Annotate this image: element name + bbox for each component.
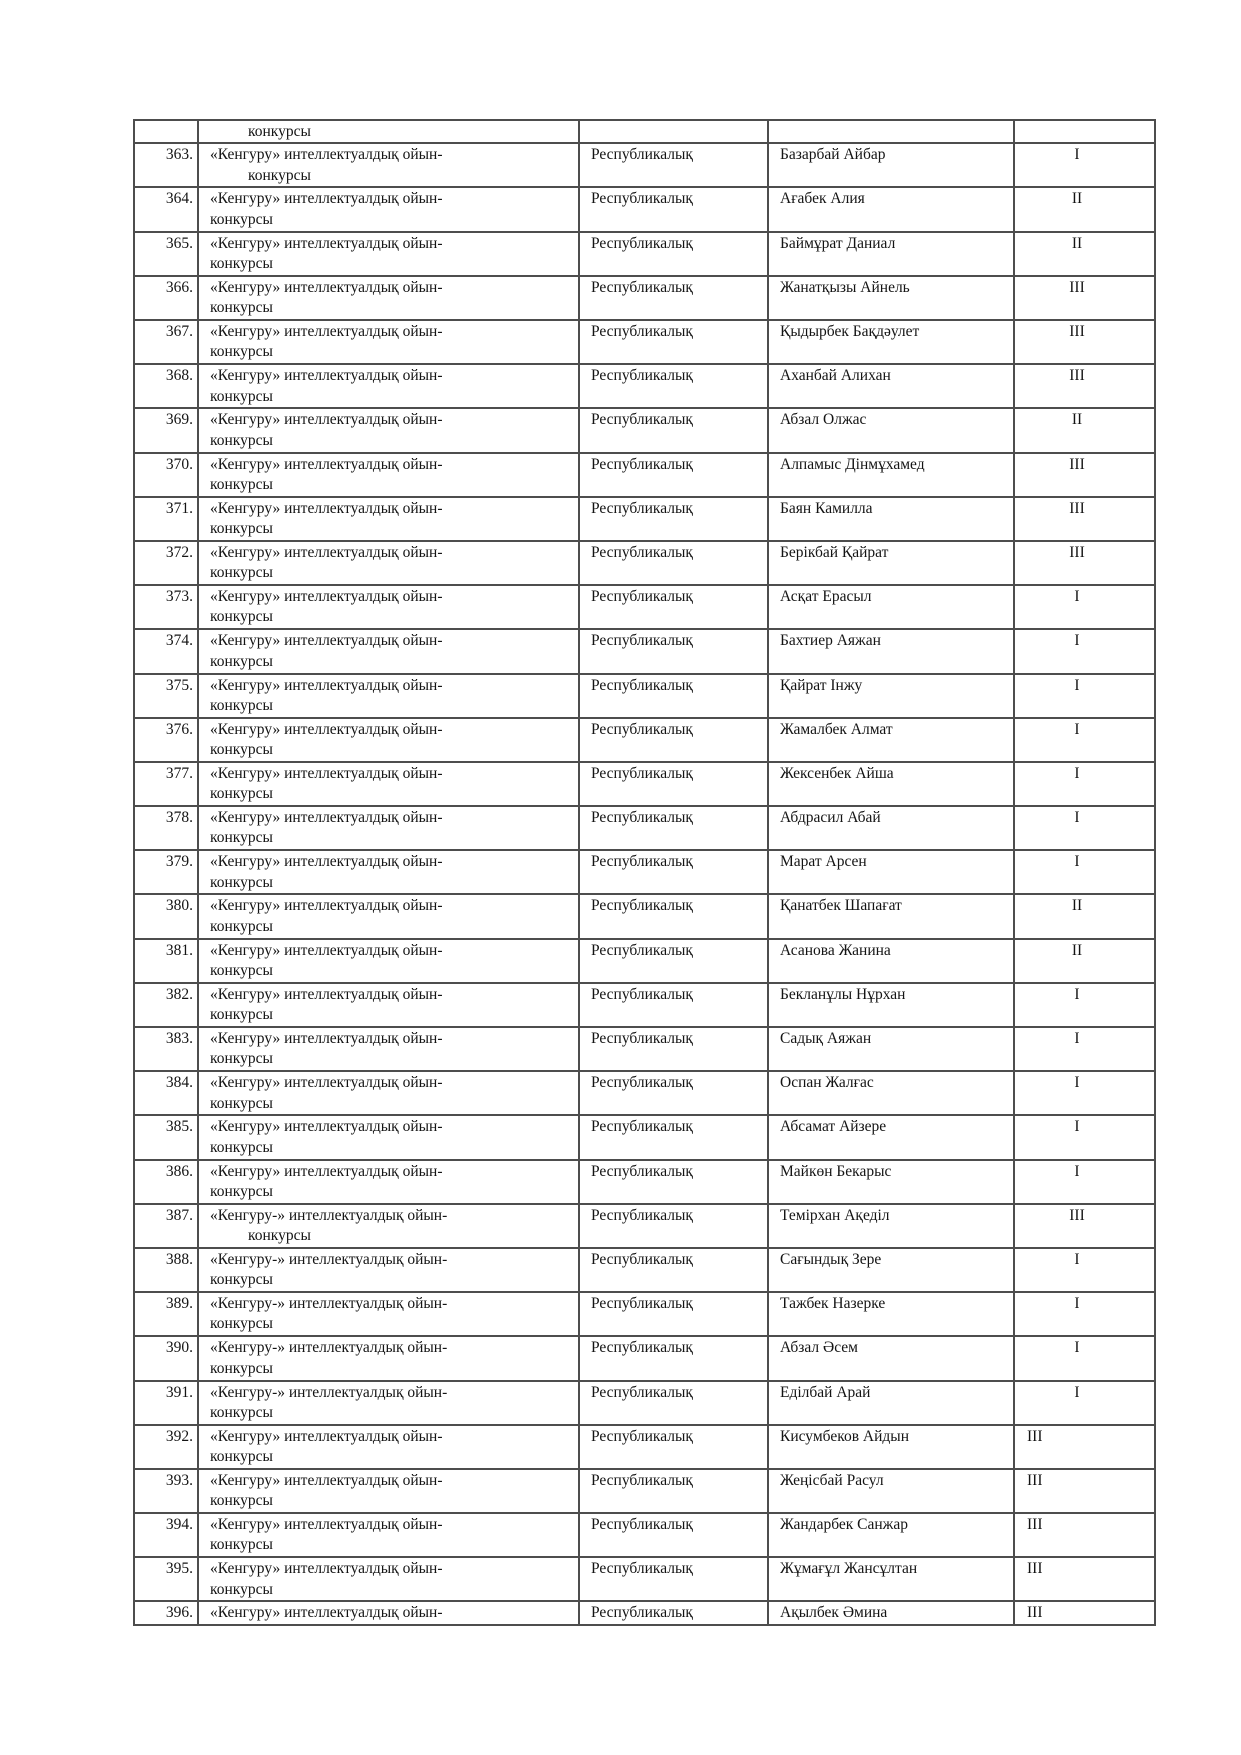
competition-cell <box>198 143 579 187</box>
competition-cell <box>198 1425 579 1469</box>
place-cell: III <box>1014 1204 1155 1248</box>
name-cell: Қыдырбек Бақдәулет <box>768 320 1014 364</box>
row-number-cell: 376. <box>134 718 198 762</box>
row-number-cell: 365. <box>134 232 198 276</box>
competition-line: конкурсы <box>210 387 273 405</box>
row-number-cell: 377. <box>134 762 198 806</box>
table-row <box>134 276 1155 320</box>
name-cell: Баймұрат Даниал <box>768 232 1014 276</box>
table-row <box>134 718 1155 762</box>
competition-cell <box>198 939 579 983</box>
competition-cell <box>198 120 579 143</box>
row-number-cell: 371. <box>134 497 198 541</box>
level-cell: Республикалық <box>579 320 768 364</box>
competition-cell <box>198 453 579 497</box>
row-number-cell: 384. <box>134 1071 198 1115</box>
place-cell: III <box>1014 1469 1155 1513</box>
competition-line: «Кенгуру» интеллектуалдық ойын- <box>210 897 443 915</box>
awards-table <box>133 119 1156 1626</box>
row-number-cell: 388. <box>134 1248 198 1292</box>
level-cell: Республикалық <box>579 1425 768 1469</box>
competition-line: конкурсы <box>210 1006 273 1024</box>
competition-line: конкурсы <box>210 1448 273 1466</box>
name-cell: Абзал Олжас <box>768 408 1014 452</box>
competition-line: «Кенгуру» интеллектуалдық ойын- <box>210 764 443 782</box>
table-row <box>134 497 1155 541</box>
place-cell: III <box>1014 1425 1155 1469</box>
level-cell: Республикалық <box>579 1160 768 1204</box>
level-cell: Республикалық <box>579 1601 768 1624</box>
competition-line: конкурсы <box>210 917 273 935</box>
place-cell: I <box>1014 1336 1155 1380</box>
row-number-cell: 379. <box>134 850 198 894</box>
row-number-cell: 393. <box>134 1469 198 1513</box>
table-row <box>134 120 1155 143</box>
name-cell: Бекланұлы Нұрхан <box>768 983 1014 1027</box>
row-number-cell: 378. <box>134 806 198 850</box>
row-number-cell: 383. <box>134 1027 198 1071</box>
level-cell: Республикалық <box>579 1204 768 1248</box>
level-cell: Республикалық <box>579 674 768 718</box>
name-cell: Ақылбек Әмина <box>768 1601 1014 1624</box>
competition-line: «Кенгуру-» интеллектуалдық ойын- <box>210 1250 448 1268</box>
competition-line: «Кенгуру» интеллектуалдық ойын- <box>210 588 443 606</box>
competition-line: конкурсы <box>210 1094 273 1112</box>
level-cell: Республикалық <box>579 1469 768 1513</box>
name-cell: Қанатбек Шапағат <box>768 894 1014 938</box>
competition-cell <box>198 983 579 1027</box>
row-number-cell: 372. <box>134 541 198 585</box>
competition-line: «Кенгуру-» интеллектуалдық ойын- <box>210 1383 448 1401</box>
name-cell: Абдрасил Абай <box>768 806 1014 850</box>
level-cell: Республикалық <box>579 1557 768 1601</box>
competition-line: конкурсы <box>248 1227 311 1245</box>
row-number-cell: 369. <box>134 408 198 452</box>
table-row <box>134 1071 1155 1115</box>
name-cell: Абсамат Айзере <box>768 1115 1014 1159</box>
place-cell: II <box>1014 187 1155 231</box>
table-row <box>134 1115 1155 1159</box>
competition-cell <box>198 674 579 718</box>
competition-line: конкурсы <box>210 1182 273 1200</box>
row-number-cell: 385. <box>134 1115 198 1159</box>
competition-line: «Кенгуру» интеллектуалдық ойын- <box>210 1560 443 1578</box>
competition-cell <box>198 364 579 408</box>
competition-line: «Кенгуру» интеллектуалдық ойын- <box>210 1030 443 1048</box>
competition-line: конкурсы <box>210 741 273 759</box>
competition-line: конкурсы <box>210 520 273 538</box>
competition-line: «Кенгуру» интеллектуалдық ойын- <box>210 985 443 1003</box>
table-row <box>134 453 1155 497</box>
table-row <box>134 1204 1155 1248</box>
level-cell: Республикалық <box>579 408 768 452</box>
level-cell: Республикалық <box>579 983 768 1027</box>
row-number-cell: 370. <box>134 453 198 497</box>
place-cell: III <box>1014 497 1155 541</box>
competition-line: «Кенгуру» интеллектуалдық ойын- <box>210 1118 443 1136</box>
competition-line: «Кенгуру» интеллектуалдық ойын- <box>210 411 443 429</box>
competition-line: конкурсы <box>210 1138 273 1156</box>
name-cell: Асанова Жанина <box>768 939 1014 983</box>
competition-line: «Кенгуру» интеллектуалдық ойын- <box>210 367 443 385</box>
competition-cell <box>198 320 579 364</box>
table-row <box>134 143 1155 187</box>
level-cell: Республикалық <box>579 1381 768 1425</box>
name-cell: Марат Арсен <box>768 850 1014 894</box>
place-cell: I <box>1014 983 1155 1027</box>
table-row <box>134 1513 1155 1557</box>
competition-cell <box>198 497 579 541</box>
table-row <box>134 541 1155 585</box>
level-cell: Республикалық <box>579 453 768 497</box>
table-row <box>134 894 1155 938</box>
row-number-cell: 373. <box>134 585 198 629</box>
place-cell: I <box>1014 1248 1155 1292</box>
awards-table-body <box>134 120 1155 1625</box>
place-cell: I <box>1014 1115 1155 1159</box>
competition-line: конкурсы <box>210 829 273 847</box>
name-cell: Қайрат Інжу <box>768 674 1014 718</box>
place-cell: III <box>1014 1601 1155 1624</box>
competition-cell <box>198 585 579 629</box>
table-row <box>134 850 1155 894</box>
table-row <box>134 1160 1155 1204</box>
competition-cell <box>198 718 579 762</box>
place-cell <box>1014 120 1155 143</box>
table-row <box>134 983 1155 1027</box>
row-number-cell: 367. <box>134 320 198 364</box>
name-cell: Кисумбеков Айдын <box>768 1425 1014 1469</box>
table-row <box>134 187 1155 231</box>
competition-line: «Кенгуру» интеллектуалдық ойын- <box>210 1162 443 1180</box>
competition-cell <box>198 276 579 320</box>
row-number-cell: 387. <box>134 1204 198 1248</box>
table-row <box>134 1027 1155 1071</box>
name-cell: Абзал Әсем <box>768 1336 1014 1380</box>
competition-cell <box>198 1601 579 1624</box>
competition-line: конкурсы <box>210 608 273 626</box>
name-cell: Майкөн Бекарыс <box>768 1160 1014 1204</box>
competition-line: конкурсы <box>210 1315 273 1333</box>
competition-line: конкурсы <box>248 166 311 184</box>
row-number-cell: 394. <box>134 1513 198 1557</box>
place-cell: I <box>1014 585 1155 629</box>
competition-cell <box>198 1513 579 1557</box>
table-row <box>134 806 1155 850</box>
name-cell: Жандарбек Санжар <box>768 1513 1014 1557</box>
competition-line: «Кенгуру-» интеллектуалдық ойын- <box>210 1295 448 1313</box>
competition-cell <box>198 806 579 850</box>
row-number-cell: 395. <box>134 1557 198 1601</box>
place-cell: III <box>1014 320 1155 364</box>
name-cell: Базарбай Айбар <box>768 143 1014 187</box>
competition-line: «Кенгуру» интеллектуалдық ойын- <box>210 499 443 517</box>
level-cell: Республикалық <box>579 1027 768 1071</box>
row-number-cell: 368. <box>134 364 198 408</box>
level-cell: Республикалық <box>579 187 768 231</box>
competition-cell <box>198 850 579 894</box>
competition-line: «Кенгуру» интеллектуалдық ойын- <box>210 941 443 959</box>
row-number-cell: 390. <box>134 1336 198 1380</box>
table-row <box>134 408 1155 452</box>
competition-cell <box>198 762 579 806</box>
competition-cell <box>198 1115 579 1159</box>
place-cell: I <box>1014 1027 1155 1071</box>
place-cell: I <box>1014 1381 1155 1425</box>
row-number-cell: 375. <box>134 674 198 718</box>
name-cell <box>768 120 1014 143</box>
competition-cell <box>198 1248 579 1292</box>
competition-cell <box>198 1336 579 1380</box>
place-cell: II <box>1014 894 1155 938</box>
competition-line: конкурсы <box>210 961 273 979</box>
row-number-cell: 363. <box>134 143 198 187</box>
table-row <box>134 1425 1155 1469</box>
level-cell: Республикалық <box>579 276 768 320</box>
table-row <box>134 364 1155 408</box>
place-cell: III <box>1014 453 1155 497</box>
place-cell: II <box>1014 232 1155 276</box>
place-cell: III <box>1014 1513 1155 1557</box>
level-cell: Республикалық <box>579 1071 768 1115</box>
place-cell: III <box>1014 276 1155 320</box>
place-cell: I <box>1014 762 1155 806</box>
level-cell: Республикалық <box>579 850 768 894</box>
name-cell: Еділбай Арай <box>768 1381 1014 1425</box>
table-row <box>134 1336 1155 1380</box>
competition-cell <box>198 541 579 585</box>
competition-line: «Кенгуру» интеллектуалдық ойын- <box>210 146 443 164</box>
level-cell: Республикалық <box>579 1513 768 1557</box>
row-number-cell: 382. <box>134 983 198 1027</box>
competition-line: «Кенгуру» интеллектуалдық ойын- <box>210 1604 443 1622</box>
name-cell: Ағабек Алия <box>768 187 1014 231</box>
name-cell: Темірхан Ақеділ <box>768 1204 1014 1248</box>
place-cell: III <box>1014 1557 1155 1601</box>
place-cell: I <box>1014 1071 1155 1115</box>
place-cell: III <box>1014 364 1155 408</box>
row-number-cell: 374. <box>134 629 198 673</box>
table-row <box>134 1381 1155 1425</box>
competition-line: «Кенгуру» интеллектуалдық ойын- <box>210 1471 443 1489</box>
place-cell: I <box>1014 143 1155 187</box>
competition-line: «Кенгуру» интеллектуалдық ойын- <box>210 809 443 827</box>
level-cell: Республикалық <box>579 939 768 983</box>
row-number-cell: 396. <box>134 1601 198 1624</box>
name-cell: Баян Камилла <box>768 497 1014 541</box>
name-cell: Алпамыс Дінмұхамед <box>768 453 1014 497</box>
table-row <box>134 939 1155 983</box>
table-row <box>134 1469 1155 1513</box>
name-cell: Жанатқызы Айнель <box>768 276 1014 320</box>
competition-line: конкурсы <box>210 696 273 714</box>
name-cell: Жексенбек Айша <box>768 762 1014 806</box>
level-cell: Республикалық <box>579 894 768 938</box>
place-cell: I <box>1014 718 1155 762</box>
competition-line: «Кенгуру-» интеллектуалдық ойын- <box>210 1206 448 1224</box>
competition-line: конкурсы <box>210 1492 273 1510</box>
level-cell: Республикалық <box>579 629 768 673</box>
place-cell: III <box>1014 541 1155 585</box>
competition-line: «Кенгуру» интеллектуалдық ойын- <box>210 455 443 473</box>
level-cell: Республикалық <box>579 497 768 541</box>
competition-line: конкурсы <box>210 210 273 228</box>
table-row <box>134 629 1155 673</box>
competition-cell <box>198 629 579 673</box>
competition-line: конкурсы <box>210 1271 273 1289</box>
level-cell: Республикалық <box>579 364 768 408</box>
name-cell: Жеңісбай Расул <box>768 1469 1014 1513</box>
competition-cell <box>198 1557 579 1601</box>
place-cell: II <box>1014 939 1155 983</box>
competition-line: конкурсы <box>210 1536 273 1554</box>
row-number-cell: 392. <box>134 1425 198 1469</box>
table-row <box>134 1557 1155 1601</box>
place-cell: II <box>1014 408 1155 452</box>
name-cell: Жамалбек Алмат <box>768 718 1014 762</box>
level-cell <box>579 120 768 143</box>
competition-line: «Кенгуру» интеллектуалдық ойын- <box>210 234 443 252</box>
competition-line: конкурсы <box>210 652 273 670</box>
competition-line: «Кенгуру» интеллектуалдық ойын- <box>210 676 443 694</box>
row-number-cell: 366. <box>134 276 198 320</box>
place-cell: I <box>1014 806 1155 850</box>
competition-cell <box>198 1469 579 1513</box>
competition-line: конкурсы <box>210 785 273 803</box>
name-cell: Тажбек Назерке <box>768 1292 1014 1336</box>
competition-line: «Кенгуру» интеллектуалдық ойын- <box>210 1427 443 1445</box>
competition-line: «Кенгуру» интеллектуалдық ойын- <box>210 720 443 738</box>
name-cell: Оспан Жалғас <box>768 1071 1014 1115</box>
level-cell: Республикалық <box>579 232 768 276</box>
competition-cell <box>198 1027 579 1071</box>
competition-line: конкурсы <box>210 1359 273 1377</box>
competition-line: «Кенгуру-» интеллектуалдық ойын- <box>210 1339 448 1357</box>
competition-line: «Кенгуру» интеллектуалдық ойын- <box>210 1074 443 1092</box>
competition-line: конкурсы <box>210 254 273 272</box>
row-number-cell: 381. <box>134 939 198 983</box>
level-cell: Республикалық <box>579 1292 768 1336</box>
place-cell: I <box>1014 1292 1155 1336</box>
level-cell: Республикалық <box>579 762 768 806</box>
competition-cell <box>198 1160 579 1204</box>
competition-line: «Кенгуру» интеллектуалдық ойын- <box>210 1516 443 1534</box>
table-row <box>134 232 1155 276</box>
row-number-cell <box>134 120 198 143</box>
competition-cell <box>198 232 579 276</box>
competition-line: конкурсы <box>248 123 311 140</box>
level-cell: Республикалық <box>579 718 768 762</box>
row-number-cell: 364. <box>134 187 198 231</box>
row-number-cell: 391. <box>134 1381 198 1425</box>
competition-cell <box>198 894 579 938</box>
level-cell: Республикалық <box>579 1115 768 1159</box>
competition-line: конкурсы <box>210 299 273 317</box>
competition-line: «Кенгуру» интеллектуалдық ойын- <box>210 190 443 208</box>
level-cell: Республикалық <box>579 1336 768 1380</box>
place-cell: I <box>1014 1160 1155 1204</box>
place-cell: I <box>1014 850 1155 894</box>
competition-cell <box>198 1381 579 1425</box>
name-cell: Бахтиер Аяжан <box>768 629 1014 673</box>
place-cell: I <box>1014 674 1155 718</box>
competition-line: «Кенгуру» интеллектуалдық ойын- <box>210 323 443 341</box>
name-cell: Асқат Ерасыл <box>768 585 1014 629</box>
competition-cell <box>198 408 579 452</box>
row-number-cell: 380. <box>134 894 198 938</box>
competition-cell <box>198 187 579 231</box>
level-cell: Республикалық <box>579 1248 768 1292</box>
table-row <box>134 1248 1155 1292</box>
competition-line: «Кенгуру» интеллектуалдық ойын- <box>210 278 443 296</box>
competition-line: конкурсы <box>210 873 273 891</box>
competition-line: «Кенгуру» интеллектуалдық ойын- <box>210 853 443 871</box>
competition-line: конкурсы <box>210 1050 273 1068</box>
competition-line: «Кенгуру» интеллектуалдық ойын- <box>210 543 443 561</box>
name-cell: Сағындық Зере <box>768 1248 1014 1292</box>
name-cell: Аханбай Алихан <box>768 364 1014 408</box>
place-cell: I <box>1014 629 1155 673</box>
competition-line: «Кенгуру» интеллектуалдық ойын- <box>210 632 443 650</box>
competition-line: конкурсы <box>210 475 273 493</box>
table-row <box>134 585 1155 629</box>
table-row <box>134 320 1155 364</box>
level-cell: Республикалық <box>579 541 768 585</box>
competition-line: конкурсы <box>210 431 273 449</box>
level-cell: Республикалық <box>579 143 768 187</box>
competition-cell <box>198 1071 579 1115</box>
competition-cell <box>198 1292 579 1336</box>
table-row <box>134 1601 1155 1624</box>
table-row <box>134 762 1155 806</box>
level-cell: Республикалық <box>579 806 768 850</box>
name-cell: Берікбай Қайрат <box>768 541 1014 585</box>
name-cell: Жұмағұл Жансұлтан <box>768 1557 1014 1601</box>
row-number-cell: 386. <box>134 1160 198 1204</box>
competition-cell <box>198 1204 579 1248</box>
level-cell: Республикалық <box>579 585 768 629</box>
competition-line: конкурсы <box>210 1580 273 1598</box>
row-number-cell: 389. <box>134 1292 198 1336</box>
table-row <box>134 674 1155 718</box>
table-row <box>134 1292 1155 1336</box>
competition-line: конкурсы <box>210 343 273 361</box>
competition-line: конкурсы <box>210 1403 273 1421</box>
competition-line: конкурсы <box>210 564 273 582</box>
name-cell: Садық Аяжан <box>768 1027 1014 1071</box>
